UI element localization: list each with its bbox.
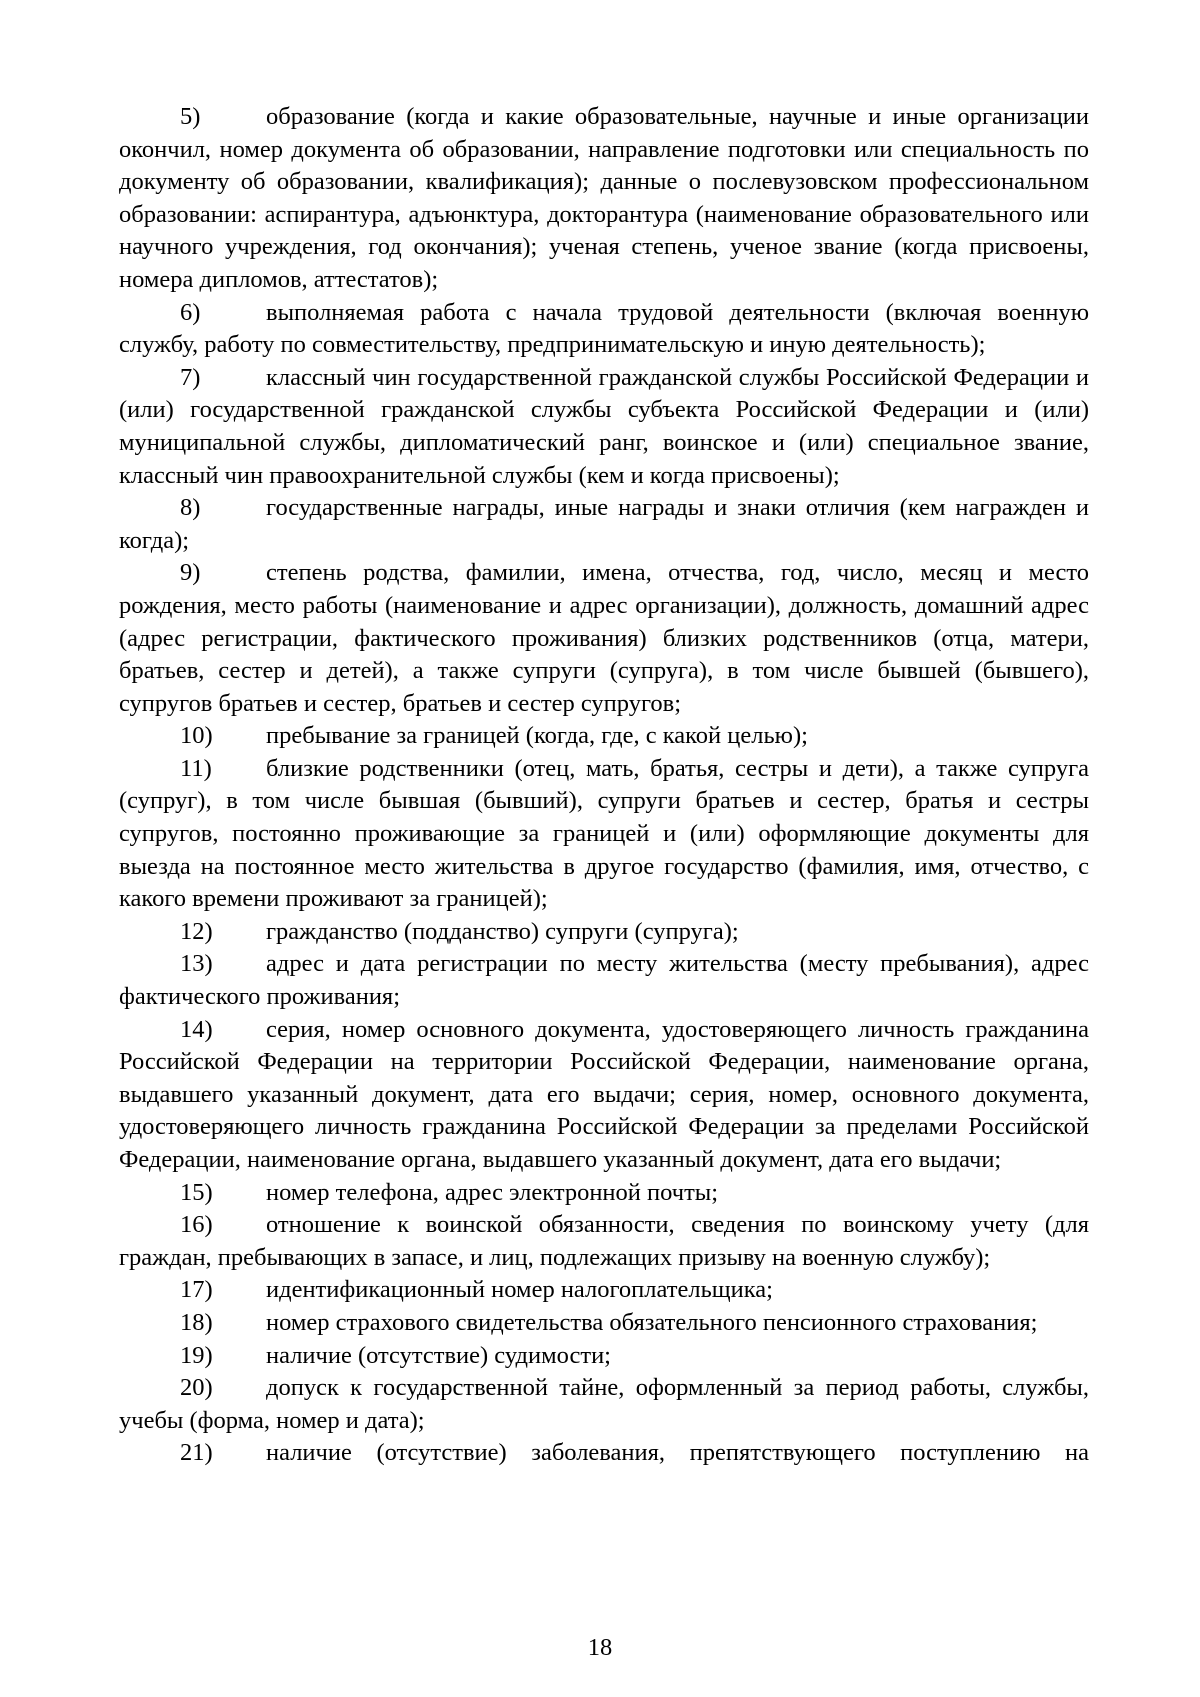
list-item-18: [119, 1307, 1089, 1340]
list-item-21: [119, 1437, 1089, 1470]
list-item-text: допуск к государственной тайне, оформленный за период работы, службы, учебы (форма, номер и дата);: [119, 1374, 1089, 1434]
list-item-text: наличие (отсутствие) заболевания, препятствующего поступлению на: [266, 1439, 1089, 1467]
list-item-7: [119, 362, 1089, 492]
list-item-5: [119, 101, 1089, 297]
list-item-10: [119, 720, 1089, 753]
list-item-text: серия, номер основного документа, удостоверяющего личность гражданина Российской Федерации на территории Российской Федерации, наименование органа, выдавшего указанный документ, дата его выдачи; серия, номер, основного документа, удостоверяющего личность гражданина Российской Федерации за пределами Российской Федерации, наименование органа, выдавшего указанный документ, дата его выдачи;: [119, 1015, 1089, 1173]
list-item-text: идентификационный номер налогоплательщика;: [266, 1276, 773, 1304]
list-item-text: номер телефона, адрес электронной почты;: [266, 1178, 719, 1206]
list-item-number: 6): [180, 298, 201, 326]
list-item-text: выполняемая работа с начала трудовой деятельности (включая военную службу, работу по совместительству, предпринимательскую и иную деятельность);: [119, 298, 1089, 359]
list-item-text: адрес и дата регистрации по месту жительства (месту пребывания), адрес фактического проживания;: [119, 950, 1089, 1011]
list-item-number: 20): [180, 1374, 213, 1402]
list-item-text: номер страхового свидетельства обязательного пенсионного страхования;: [266, 1308, 1038, 1336]
list-item-number: 19): [180, 1341, 213, 1369]
list-item-number: 8): [180, 494, 201, 522]
list-item-8: [119, 492, 1089, 557]
list-item-6: [119, 297, 1089, 362]
list-item-number: 18): [180, 1308, 213, 1336]
list-item-14: [119, 1014, 1089, 1177]
list-item-number: 9): [180, 559, 201, 587]
list-item-number: 12): [180, 917, 213, 945]
document-body: [119, 101, 1089, 1470]
list-item-number: 11): [180, 754, 212, 782]
page-number: 18: [587, 1634, 613, 1661]
list-item-number: 15): [180, 1178, 213, 1206]
list-item-number: 16): [180, 1211, 213, 1239]
list-item-text: наличие (отсутствие) судимости;: [266, 1341, 611, 1369]
list-item-number: 5): [180, 103, 201, 130]
list-item-number: 21): [180, 1439, 213, 1467]
list-item-text: классный чин государственной гражданской службы Российской Федерации и (или) государственной гражданской службы субъекта Российской Федерации и (или) муниципальной службы, дипломатический ранг, воинское и (или) специальное звание, классный чин правоохранительной службы (кем и когда присвоены);: [119, 363, 1089, 489]
list-item-number: 14): [180, 1015, 213, 1043]
list-item-19: [119, 1340, 1089, 1373]
list-item-text: отношение к воинской обязанности, сведения по воинскому учету (для граждан, пребывающих в запасе, и лиц, подлежащих призыву на военную службу);: [119, 1211, 1089, 1271]
list-item-number: 7): [180, 363, 201, 391]
list-item-text: гражданство (подданство) супруги (супруга);: [266, 917, 739, 945]
list-item-13: [119, 948, 1089, 1013]
list-item-16: [119, 1209, 1089, 1274]
list-item-15: [119, 1177, 1089, 1210]
list-item-text: государственные награды, иные награды и знаки отличия (кем награжден и когда);: [119, 494, 1089, 554]
list-item-text: пребывание за границей (когда, где, с какой целью);: [266, 722, 808, 750]
list-item-20: [119, 1372, 1089, 1437]
list-item-11: [119, 753, 1089, 916]
list-item-number: 17): [180, 1276, 213, 1304]
list-item-17: [119, 1274, 1089, 1307]
list-item-number: 13): [180, 950, 213, 978]
list-item-number: 10): [180, 722, 213, 750]
list-item-9: [119, 557, 1089, 720]
list-item-12: [119, 916, 1089, 949]
list-item-text: степень родства, фамилии, имена, отчества, год, число, месяц и место рождения, место работы (наименование и адрес организации), должность, домашний адрес (адрес регистрации, фактического проживания) близких родственников (отца, матери, братьев, сестер и детей), а также супруги (супруга), в том числе бывшей (бывшего), супругов братьев и сестер, братьев и сестер супругов;: [119, 559, 1089, 717]
list-item-text: образование (когда и какие образовательные, научные и иные организации окончил, номер документа об образовании, направление подготовки или специальность по документу об образовании, квалификация); данные о послевузовском профессиональном образовании: аспирантура, адъюнктура, докторантура (наименование образовательного или научного учреждения, год окончания); ученая степень, ученое звание (когда присвоены, номера дипломов, аттестатов);: [119, 103, 1089, 293]
list-item-text: близкие родственники (отец, мать, братья, сестры и дети), а также супруга (супруг), в том числе бывшая (бывший), супруги братьев и сестер, братья и сестры супругов, постоянно проживающие за границей и (или) оформляющие документы для выезда на постоянное место жительства в другое государство (фамилия, имя, отчество, с какого времени проживают за границей);: [119, 754, 1089, 913]
